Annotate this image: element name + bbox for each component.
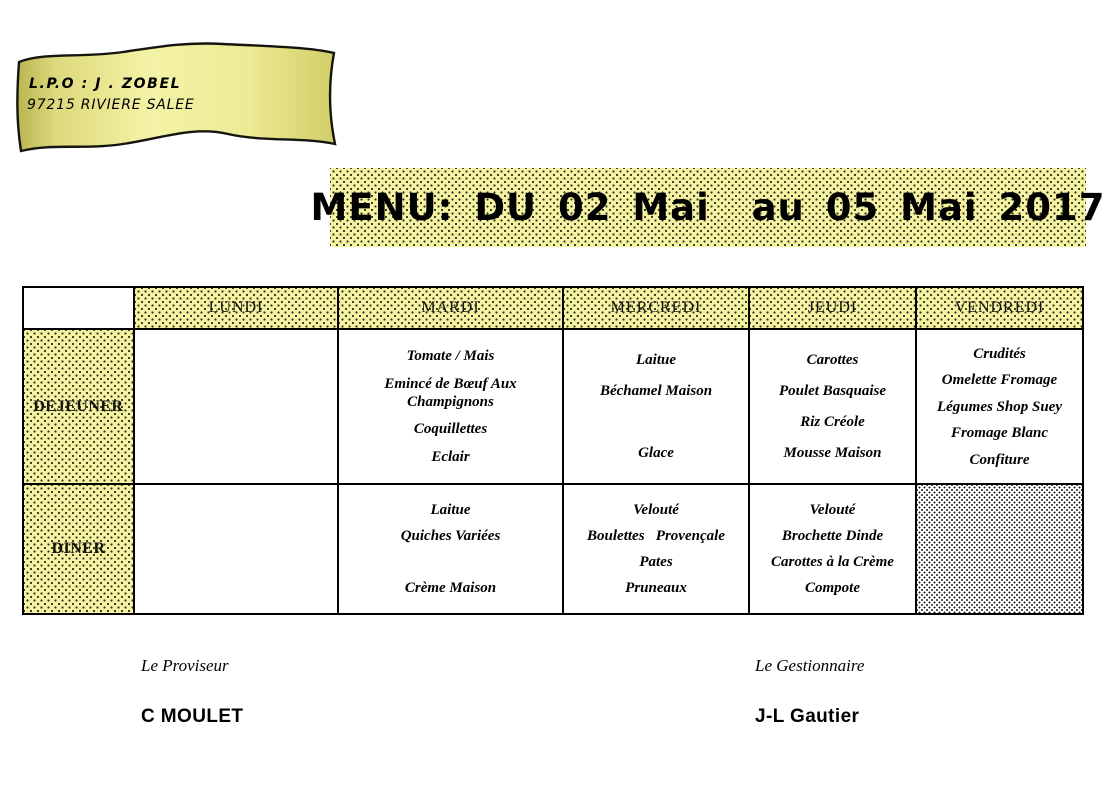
menu-item: Laitue <box>430 502 471 518</box>
letterhead-address: 97215 RIVIERE SALEE <box>27 97 195 113</box>
menu-item: Fromage Blanc <box>950 425 1049 441</box>
menu-item: Emincé de Bœuf Aux Champignons <box>384 375 521 410</box>
menu-item: Carottes à la Crème <box>771 554 894 570</box>
menu-item: Poulet Basquaise <box>778 383 887 399</box>
menu-item: Crudités <box>973 345 1026 362</box>
menu-item: Carottes <box>806 352 859 368</box>
menu-item: Eclair <box>431 448 470 465</box>
row-label-diner: DINER <box>23 484 134 614</box>
day-header-mardi: MARDI <box>338 287 563 329</box>
signature-left-title: Le Proviseur <box>141 656 229 675</box>
cell-dejeuner-vendredi <box>916 329 1083 484</box>
menu-item: Confiture <box>969 451 1030 468</box>
menu-table <box>22 286 1084 615</box>
row-label-dejeuner: DEJEUNER <box>23 329 134 484</box>
cell-diner-mercredi <box>563 484 749 614</box>
day-header-mercredi: MERCREDI <box>563 287 749 329</box>
menu-item <box>449 553 453 571</box>
menu-item <box>654 413 658 431</box>
menu-item: Quiches Variées <box>400 528 501 544</box>
cell-dejeuner-mardi <box>338 329 563 484</box>
signature-right-title: Le Gestionnaire <box>755 656 865 675</box>
menu-item: Riz Créole <box>800 414 865 430</box>
menu-item: Velouté <box>633 502 679 518</box>
cell-dejeuner-lundi <box>134 329 338 484</box>
cell-diner-vendredi-closed <box>916 484 1083 614</box>
menu-item: Béchamel Maison <box>599 383 713 399</box>
menu-item: Brochette Dinde <box>781 528 884 544</box>
dejeuner-row <box>23 329 1083 484</box>
day-header-jeudi: JEUDI <box>749 287 916 329</box>
closed-cell-pattern <box>917 485 1082 613</box>
menu-item: Boulettes Provençale <box>587 528 725 544</box>
menu-item: Pates <box>639 554 673 570</box>
menu-item: Omelette Fromage <box>941 372 1058 388</box>
menu-title: MENU: DU 02 Mai au 05 Mai 2017 <box>310 186 1106 229</box>
menu-item: Légumes Shop Suey <box>936 398 1062 415</box>
day-header-row <box>23 287 1083 329</box>
corner-spacer <box>23 287 134 329</box>
menu-item: Crème Maison <box>404 580 497 596</box>
menu-item: Glace <box>638 445 674 461</box>
menu-item: Laitue <box>636 352 676 368</box>
menu-item: Coquillettes <box>413 421 488 438</box>
letterhead-school-name: L.P.O : J . ZOBEL <box>29 76 182 92</box>
day-header-lundi: LUNDI <box>134 287 338 329</box>
menu-title-banner <box>310 168 1106 247</box>
signature-left-name: C MOULET <box>141 706 244 727</box>
menu-item: Pruneaux <box>625 580 687 596</box>
cell-dejeuner-jeudi <box>749 329 916 484</box>
menu-item: Mousse Maison <box>783 445 882 461</box>
letterhead-ribbon <box>13 40 341 158</box>
cell-diner-lundi <box>134 484 338 614</box>
signature-right-name: J-L Gautier <box>755 706 860 727</box>
menu-item: Velouté <box>809 502 856 518</box>
diner-row <box>23 484 1083 614</box>
menu-item: Tomate / Mais <box>406 348 495 365</box>
cell-diner-mardi <box>338 484 563 614</box>
day-header-vendredi: VENDREDI <box>916 287 1083 329</box>
cell-dejeuner-mercredi <box>563 329 749 484</box>
cell-diner-jeudi <box>749 484 916 614</box>
menu-item: Compote <box>805 580 860 596</box>
